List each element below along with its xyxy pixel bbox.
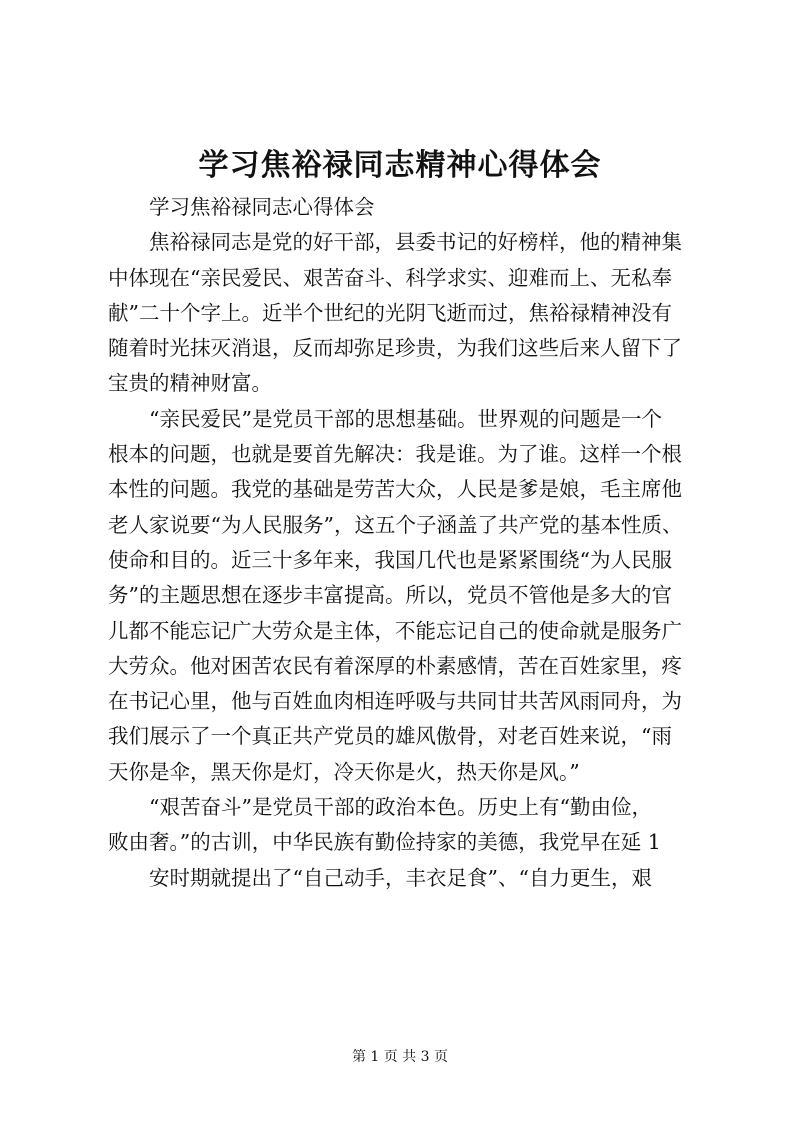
text-line: 儿都不能忘记广大劳众是主体，不能忘记自己的使命就是服务广 — [108, 618, 682, 643]
text-line: 学习焦裕禄同志心得体会 — [149, 195, 375, 219]
document-title: 学习焦裕禄同志精神心得体会 — [198, 148, 602, 183]
text-line: 败由奢。”的古训，中华民族有勤俭持家的美德，我党早在延 1 — [108, 830, 661, 855]
text-line: 使命和目的。近三十多年来，我国几代也是紧紧围绕“为人民服 — [108, 547, 672, 572]
text-line: 在书记心里，他与百姓血肉相连呼吸与共同甘共苦风雨同舟，为 — [108, 689, 682, 714]
text-line: 宝贵的精神财富。 — [108, 371, 272, 396]
text-line: 根本的问题，也就是要首先解决：我是谁。为了谁。这样一个根 — [108, 442, 682, 467]
text-line: 本性的问题。我党的基础是劳苦大众，人民是爹是娘，毛主席他 — [108, 477, 682, 502]
document-body — [108, 190, 708, 896]
text-line: 大劳众。他对困苦农民有着深厚的朴素感情，苦在百姓家里，疼 — [108, 653, 682, 678]
text-line: 献”二十个字上。近半个世纪的光阴飞逝而过，焦裕禄精神没有 — [108, 300, 672, 325]
text-line: 随着时光抹灭消退，反而却弥足珍贵，为我们这些后来人留下了 — [108, 336, 682, 361]
text-line: 老人家说要“为人民服务”，这五个子涵盖了共产党的基本性质、 — [108, 512, 683, 537]
text-line: 安时期就提出了“自己动手，丰衣足食”、“自力更生，艰 — [149, 865, 652, 890]
text-line: 我们展示了一个真正共产党员的雄风傲骨，对老百姓来说，“雨 — [108, 724, 672, 749]
text-line: “艰苦奋斗”是党员干部的政治本色。历史上有“勤由俭， — [149, 795, 652, 820]
page-footer: 第 1 页 共 3 页 — [351, 1049, 449, 1065]
text-line: 天你是伞，黑天你是灯，冷天你是火，热天你是风。” — [108, 759, 580, 784]
text-line: “亲民爱民”是党员干部的思想基础。世界观的问题是一个 — [149, 406, 662, 431]
text-line: 中体现在“亲民爱民、艰苦奋斗、科学求实、迎难而上、无私奉 — [108, 265, 672, 290]
text-line: 务”的主题思想在逐步丰富提高。所以，党员不管他是多大的官 — [108, 583, 672, 608]
text-line: 焦裕禄同志是党的好干部，县委书记的好榜样，他的精神集 — [149, 230, 682, 255]
